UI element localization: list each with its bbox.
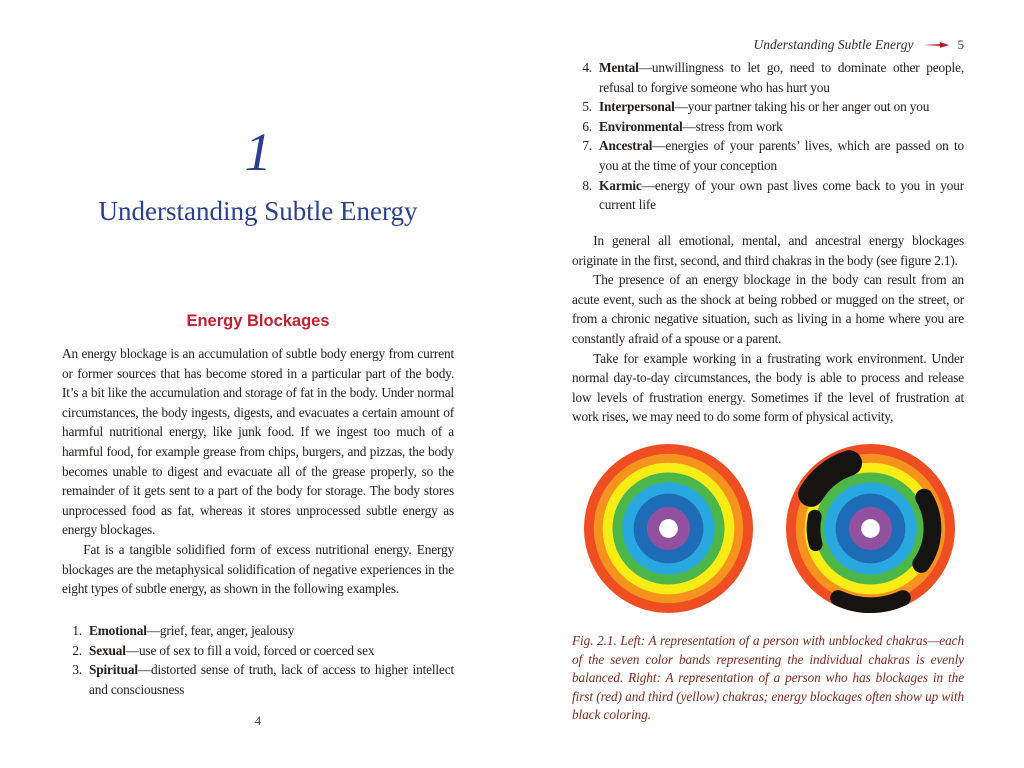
list-item	[62, 641, 454, 661]
numbered-list-right	[572, 58, 964, 215]
list-item-number: 4.	[582, 60, 592, 75]
chapter-title: Understanding Subtle Energy	[98, 196, 418, 226]
list-item-desc: —use of sex to fill a void, forced or coerced sex	[125, 642, 375, 658]
section-heading: Energy Blockages	[186, 312, 330, 330]
list-item-number: 1.	[72, 623, 82, 638]
list-item-term: Mental	[599, 60, 639, 75]
list-item-term: Interpersonal	[599, 99, 675, 115]
page-number: 5	[957, 37, 964, 52]
list-item-desc: —stress from work	[682, 118, 783, 134]
list-item	[572, 58, 964, 97]
list-item-term: Environmental	[599, 118, 683, 134]
list-item-term: Karmic	[599, 177, 642, 193]
numbered-list-left	[62, 621, 454, 699]
list-item-desc: —unwillingness to let go, need to dominate other people, refusal to forgive someone who has hurt you	[599, 60, 964, 95]
list-item-desc: —energies of your parents’ lives, which are passed on to you at the time of your conception	[599, 138, 964, 173]
paragraph: Take for example working in a frustrating work environment. Under normal day-to-day circumstances, the body is able to process and release low levels of frustration energy. Sometimes if the level of frustration at work rises, we may need to do some form of physical activity,	[572, 350, 964, 425]
list-item	[62, 621, 454, 641]
list-item-number: 6.	[582, 118, 592, 134]
chakra-diagram-unblocked	[582, 442, 755, 615]
list-item-desc: —grief, fear, anger, jealousy	[146, 623, 295, 638]
page-number: 4	[254, 714, 262, 728]
list-item-desc: —distorted sense of truth, lack of access to higher intellect and consciousness	[89, 662, 454, 697]
list-item-number: 2.	[72, 642, 82, 658]
list-item-desc: —energy of your own past lives come back to you in your current life	[599, 177, 964, 213]
running-head	[754, 37, 964, 53]
list-item-term: Sexual	[89, 642, 126, 658]
paragraph: An energy blockage is an accumulation of subtle body energy from current or former sources that has become stored in a particular part of the body. It’s a bit like the accumulation and storage of fat in the body. Under normal circumstances, the body ingests, digests, and evacuates a certain amount of harmful nutritional energy, like junk food. If we ingest too much of a harmful food, for example grease from chips, burgers, and pizzas, the body becomes unable to digest and evacuate all of the grease properly, so the remainder of it gets sent to a part of the body for storage. The body stores unprocessed food as fat, whereas it stores unprocessed subtle energy as energy blockages.	[62, 346, 454, 538]
list-item-number: 3.	[72, 662, 82, 678]
page-right	[572, 0, 964, 768]
list-item-number: 8.	[582, 177, 592, 193]
paragraph: Fat is a tangible solidified form of excess nutritional energy. Energy blockages are the metaphysical solidification of negative experiences in the eight types of subtle energy, as shown in the following examples.	[62, 541, 454, 597]
paragraph: The presence of an energy blockage in the body can result from an acute event, such as the shock at being robbed or mugged on the street, or from a chronic negative situation, such as living in a home where you are constantly afraid of a spouse or a parent.	[572, 272, 964, 346]
list-item	[572, 176, 964, 215]
list-item	[572, 117, 964, 137]
list-item-number: 5.	[582, 99, 592, 115]
arrow-right-icon	[923, 41, 949, 49]
figure-2-1	[572, 442, 964, 615]
list-item	[62, 660, 454, 699]
chapter-number: 1	[244, 122, 272, 182]
chakra-diagram-blocked	[784, 442, 957, 615]
paragraph: In general all emotional, mental, and ancestral energy blockages originate in the first, second, and third chakras in the body (see figure 2.1).	[572, 233, 964, 268]
list-item-term: Emotional	[89, 623, 147, 638]
page-left	[62, 0, 454, 768]
list-item-desc: —your partner taking his or her anger out on you	[674, 99, 930, 115]
figure-caption: Fig. 2.1. Left: A representation of a person with unblocked chakras—each of the seven color bands representing the individual chakras is evenly balanced. Right: A representation of a person who has blockages in the first (red) and third (yellow) chakras; energy blockages often show up with black coloring.	[572, 633, 964, 723]
list-item-term: Spiritual	[89, 662, 138, 678]
list-item-number: 7.	[582, 138, 592, 154]
list-item	[572, 136, 964, 175]
list-item	[572, 97, 964, 117]
running-head-title: Understanding Subtle Energy	[753, 37, 914, 52]
body-text-left	[62, 344, 454, 599]
body-text-right	[572, 231, 964, 427]
list-item-term: Ancestral	[599, 138, 653, 154]
